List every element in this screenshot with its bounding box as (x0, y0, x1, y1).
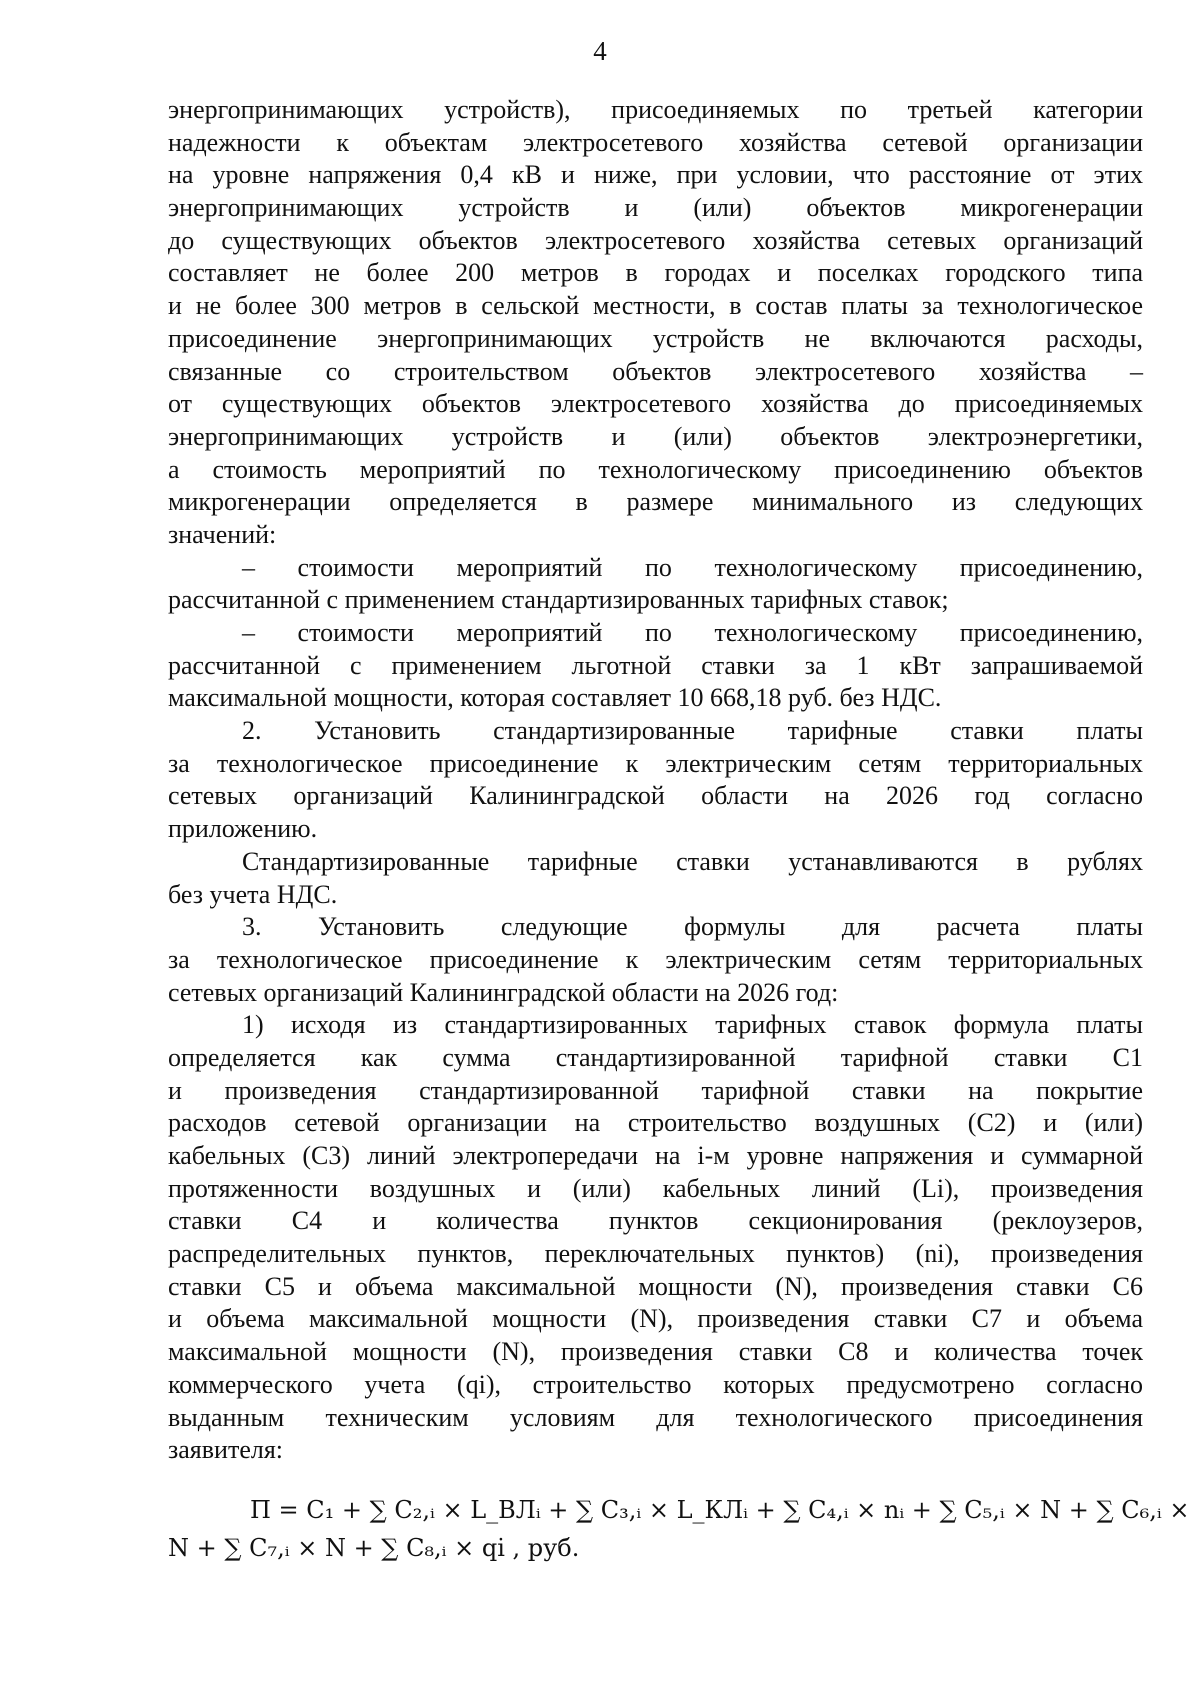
text-line: сетевых организаций Калининградской области на 2026 год: (168, 977, 839, 1007)
text-line: Стандартизированные тарифные ставки устанавливаются в рублях (242, 846, 1143, 876)
text-line: максимальной мощности (N), произведения ставки С8 и количества точек (168, 1337, 1143, 1367)
text-line: за технологическое присоединение к электрическим сетям территориальных (168, 944, 1143, 974)
text-line: микрогенерации определяется в размере минимального из следующих (168, 487, 1143, 517)
text-line: энергопринимающих устройств), присоединяемых по третьей категории (168, 95, 1143, 124)
text-line: кабельных (С3) линий электропередачи на i-м уровне напряжения и суммарной (168, 1141, 1143, 1170)
text-line: ставки С4 и количества пунктов секционирования (реклоузеров, (168, 1206, 1143, 1236)
text-line: приложению. (168, 814, 318, 844)
text-line: значений: (168, 519, 277, 549)
text-line: определяется как сумма стандартизированной тарифной ставки С1 (168, 1042, 1143, 1072)
text-line: – стоимости мероприятий по технологическому присоединению, (242, 618, 1143, 647)
text-line: распределительных пунктов, переключательных пунктов) (ni), произведения (168, 1239, 1143, 1269)
text-line: связанные со строительством объектов электросетевого хозяйства – (168, 356, 1143, 386)
text-line: и объема максимальной мощности (N), произведения ставки С7 и объема (168, 1304, 1143, 1334)
text-line: а стоимость мероприятий по технологическому присоединению объектов (168, 454, 1143, 484)
text-line: 2. Установить стандартизированные тарифные ставки платы (242, 716, 1143, 746)
text-line: без учета НДС. (168, 879, 338, 909)
formula-line-2: N + ∑ C₇,ᵢ × N + ∑ C₈,ᵢ × qi , руб. (168, 1534, 580, 1562)
text-line: 1) исходя из стандартизированных тарифных ставок формула платы (242, 1010, 1143, 1040)
text-line: присоединение энергопринимающих устройств не включаются расходы, (168, 323, 1143, 353)
text-line: энергопринимающих устройств и (или) объектов электроэнергетики, (168, 421, 1143, 451)
text-line: выданным техническим условиям для технологического присоединения (168, 1402, 1143, 1432)
text-line: расходов сетевой организации на строительство воздушных (С2) и (или) (168, 1108, 1143, 1138)
text-line: от существующих объектов электросетевого хозяйства до присоединяемых (168, 389, 1143, 419)
text-line: рассчитанной с применением льготной ставки за 1 кВт запрашиваемой (168, 650, 1143, 680)
formula-line-1: П = C₁ + ∑ C₂,ᵢ × L_ВЛᵢ + ∑ C₃,ᵢ × L_КЛᵢ + ∑ C₄,ᵢ × nᵢ + ∑ C₅,ᵢ × N + ∑ C₆,ᵢ × (250, 1496, 1190, 1524)
formula-block (168, 1491, 1190, 1567)
text-line: за технологическое присоединение к электрическим сетям территориальных (168, 748, 1143, 778)
text-line: и не более 300 метров в сельской местности, в состав платы за технологическое (168, 291, 1143, 321)
text-line: 3. Установить следующие формулы для расчета платы (242, 912, 1143, 942)
text-line: энергопринимающих устройств и (или) объектов микрогенерации (168, 193, 1143, 223)
text-line: на уровне напряжения 0,4 кВ и ниже, при условии, что расстояние от этих (168, 160, 1143, 190)
text-line: рассчитанной с применением стандартизированных тарифных ставок; (168, 585, 949, 615)
text-line: – стоимости мероприятий по технологическому присоединению, (242, 552, 1143, 582)
text-line: сетевых организаций Калининградской области на 2026 год согласно (168, 781, 1143, 811)
page-number: 4 (593, 36, 607, 66)
text-line: составляет не более 200 метров в городах и поселках городского типа (168, 258, 1143, 288)
text-line: заявителя: (168, 1435, 284, 1465)
text-line: до существующих объектов электросетевого хозяйства сетевых организаций (168, 225, 1143, 255)
text-line: протяженности воздушных и (или) кабельных линий (Li), произведения (168, 1173, 1143, 1203)
text-line: максимальной мощности, которая составляет 10 668,18 руб. без НДС. (168, 683, 942, 713)
text-line: коммерческого учета (qi), строительство которых предусмотрено согласно (168, 1369, 1143, 1399)
body-text (168, 94, 1143, 1467)
text-line: и произведения стандартизированной тарифной ставки на покрытие (168, 1075, 1143, 1105)
text-line: ставки С5 и объема максимальной мощности (N), произведения ставки С6 (168, 1271, 1143, 1301)
text-line: надежности к объектам электросетевого хозяйства сетевой организации (168, 127, 1143, 157)
